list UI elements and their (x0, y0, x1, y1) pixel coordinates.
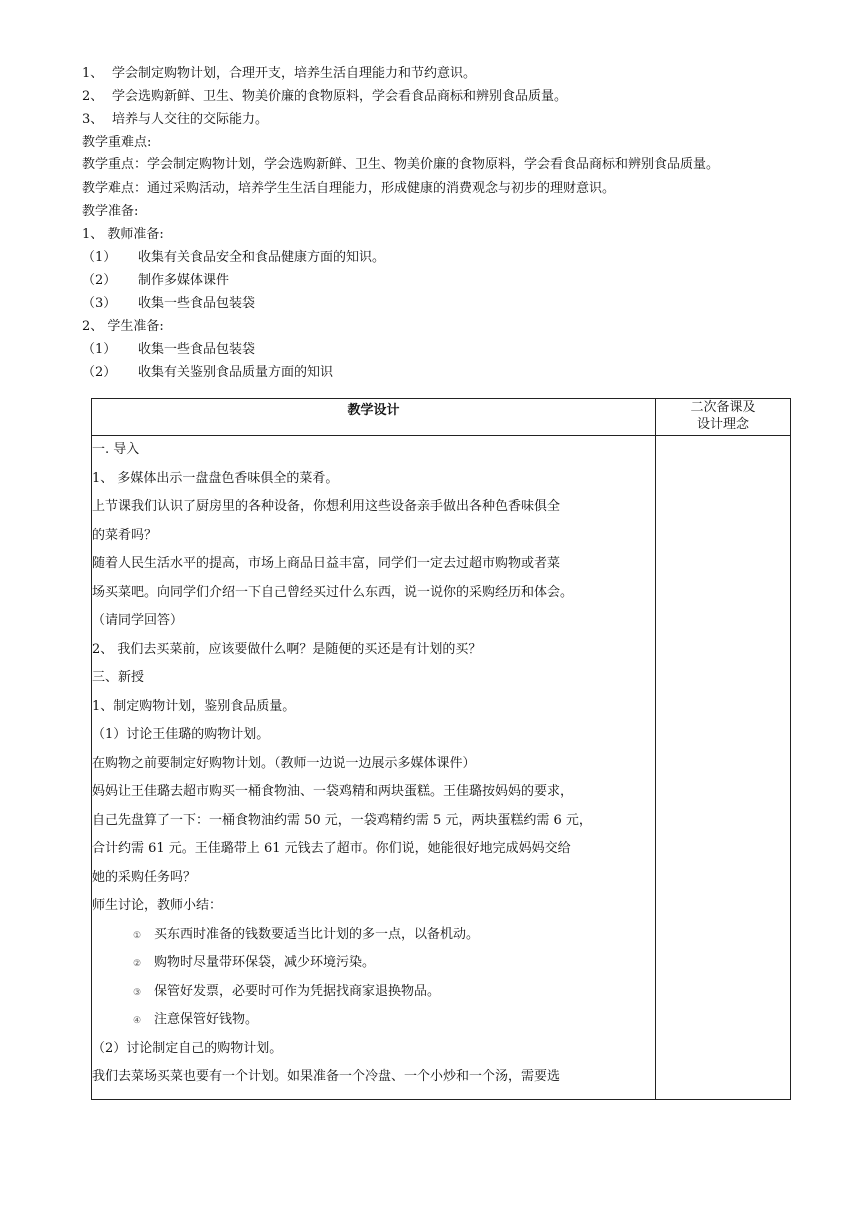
content-line: 妈妈让王佳璐去超市购买一桶食物油、一袋鸡精和两块蛋糕。王佳璐按妈妈的要求， (92, 784, 574, 799)
preparation-heading: 教学准备: (82, 204, 139, 219)
content-line: 一. 导入 (92, 442, 140, 457)
circled-number: ② (132, 959, 142, 969)
design-content-cell (92, 436, 656, 1100)
content-line: 自己先盘算了一下：一桶食物油约需 50 元，一袋鸡精约需 5 元，两块蛋糕约需 6 元， (92, 812, 592, 828)
teaching-design-table (91, 398, 791, 1100)
content-line: （1）讨论王佳璐的购物计划。 (92, 727, 270, 742)
content-line: 合计约需 61 元。王佳璐带上 61 元钱去了超市。你们说，她能很好地完成妈妈交给 (92, 841, 571, 856)
content-line: 2、 我们去买菜前，应该要做什么啊？是随便的买还是有计划的买？ (92, 641, 482, 657)
summary-item: ④ 注意保管好钱物。 (92, 1006, 655, 1035)
student-prep-title: 2、 学生准备: (82, 319, 164, 334)
teacher-prep-item: （3） 收集一些食品包装袋 (82, 296, 256, 311)
header-secondary-prep: 二次备课及 设计理念 (656, 399, 791, 436)
header-teaching-design: 教学设计 (92, 399, 656, 436)
summary-item: ② 购物时尽量带环保袋，减少环境污染。 (92, 949, 655, 978)
student-prep-item: （1） 收集一些食品包装袋 (82, 342, 256, 357)
content-line: 1、 多媒体出示一盘盘色香味俱全的菜肴。 (92, 470, 339, 486)
content-line: 她的采购任务吗？ (92, 869, 197, 885)
content-line: 的菜肴吗？ (92, 527, 158, 543)
summary-item: ③ 保管好发票，必要时可作为凭据找商家退换物品。 (92, 978, 655, 1007)
teacher-prep-item: （1） 收集有关食品安全和食品健康方面的知识。 (82, 250, 386, 265)
lesson-intro (82, 62, 802, 384)
objective-3: 3、 培养与人交往的交际能力。 (82, 112, 269, 127)
table-body-row (92, 436, 791, 1100)
content-line: 师生讨论，教师小结： (92, 898, 223, 913)
content-line: 上节课我们认识了厨房里的各种设备，你想利用这些设备亲手做出各种色香味俱全 (92, 499, 561, 514)
objective-2: 2、 学会选购新鲜、卫生、物美价廉的食物原料，学会看食品商标和辨别食品质量。 (82, 89, 568, 104)
key-focus: 教学重点：学会制定购物计划，学会选购新鲜、卫生、物美价廉的食物原料，学会看食品商标和辨别食品质量。 (82, 157, 720, 172)
circled-number: ④ (132, 1016, 142, 1026)
circled-number: ③ (132, 987, 142, 998)
teacher-prep-item: （2） 制作多媒体课件 (82, 273, 230, 288)
content-line: 随着人民生活水平的提高，市场上商品日益丰富，同学们一定去过超市购物或者菜 (92, 556, 561, 571)
content-line: 场买菜吧。向同学们介绍一下自己曾经买过什么东西，说一说你的采购经历和体会。 (92, 584, 574, 600)
content-line: 1、制定购物计划，鉴别食品质量。 (92, 698, 296, 714)
circled-number: ① (132, 930, 142, 941)
content-line: （2）讨论制定自己的购物计划。 (92, 1040, 283, 1056)
student-prep-item: （2） 收集有关鉴别食品质量方面的知识 (82, 365, 334, 380)
key-difficulty: 教学难点：通过采购活动，培养学生生活自理能力，形成健康的消费观念与初步的理财意识。 (82, 181, 616, 196)
content-line: 我们去菜场买菜也要有一个计划。如果准备一个冷盘、一个小炒和一个汤，需要选 (92, 1069, 561, 1084)
table-header-row (92, 399, 791, 436)
secondary-prep-cell (656, 436, 791, 1100)
key-points-heading: 教学重难点: (82, 135, 152, 150)
summary-item: ① 买东西时准备的钱数要适当比计划的多一点，以备机动。 (92, 921, 655, 950)
objective-1: 1、 学会制定购物计划，合理开支，培养生活自理能力和节约意识。 (82, 66, 477, 81)
teacher-prep-title: 1、 教师准备: (82, 227, 164, 242)
content-line: 三、新授 (92, 670, 145, 685)
content-line: （请同学回答） (92, 613, 184, 628)
content-line: 在购物之前要制定好购物计划。（教师一边说一边展示多媒体课件） (92, 755, 476, 771)
